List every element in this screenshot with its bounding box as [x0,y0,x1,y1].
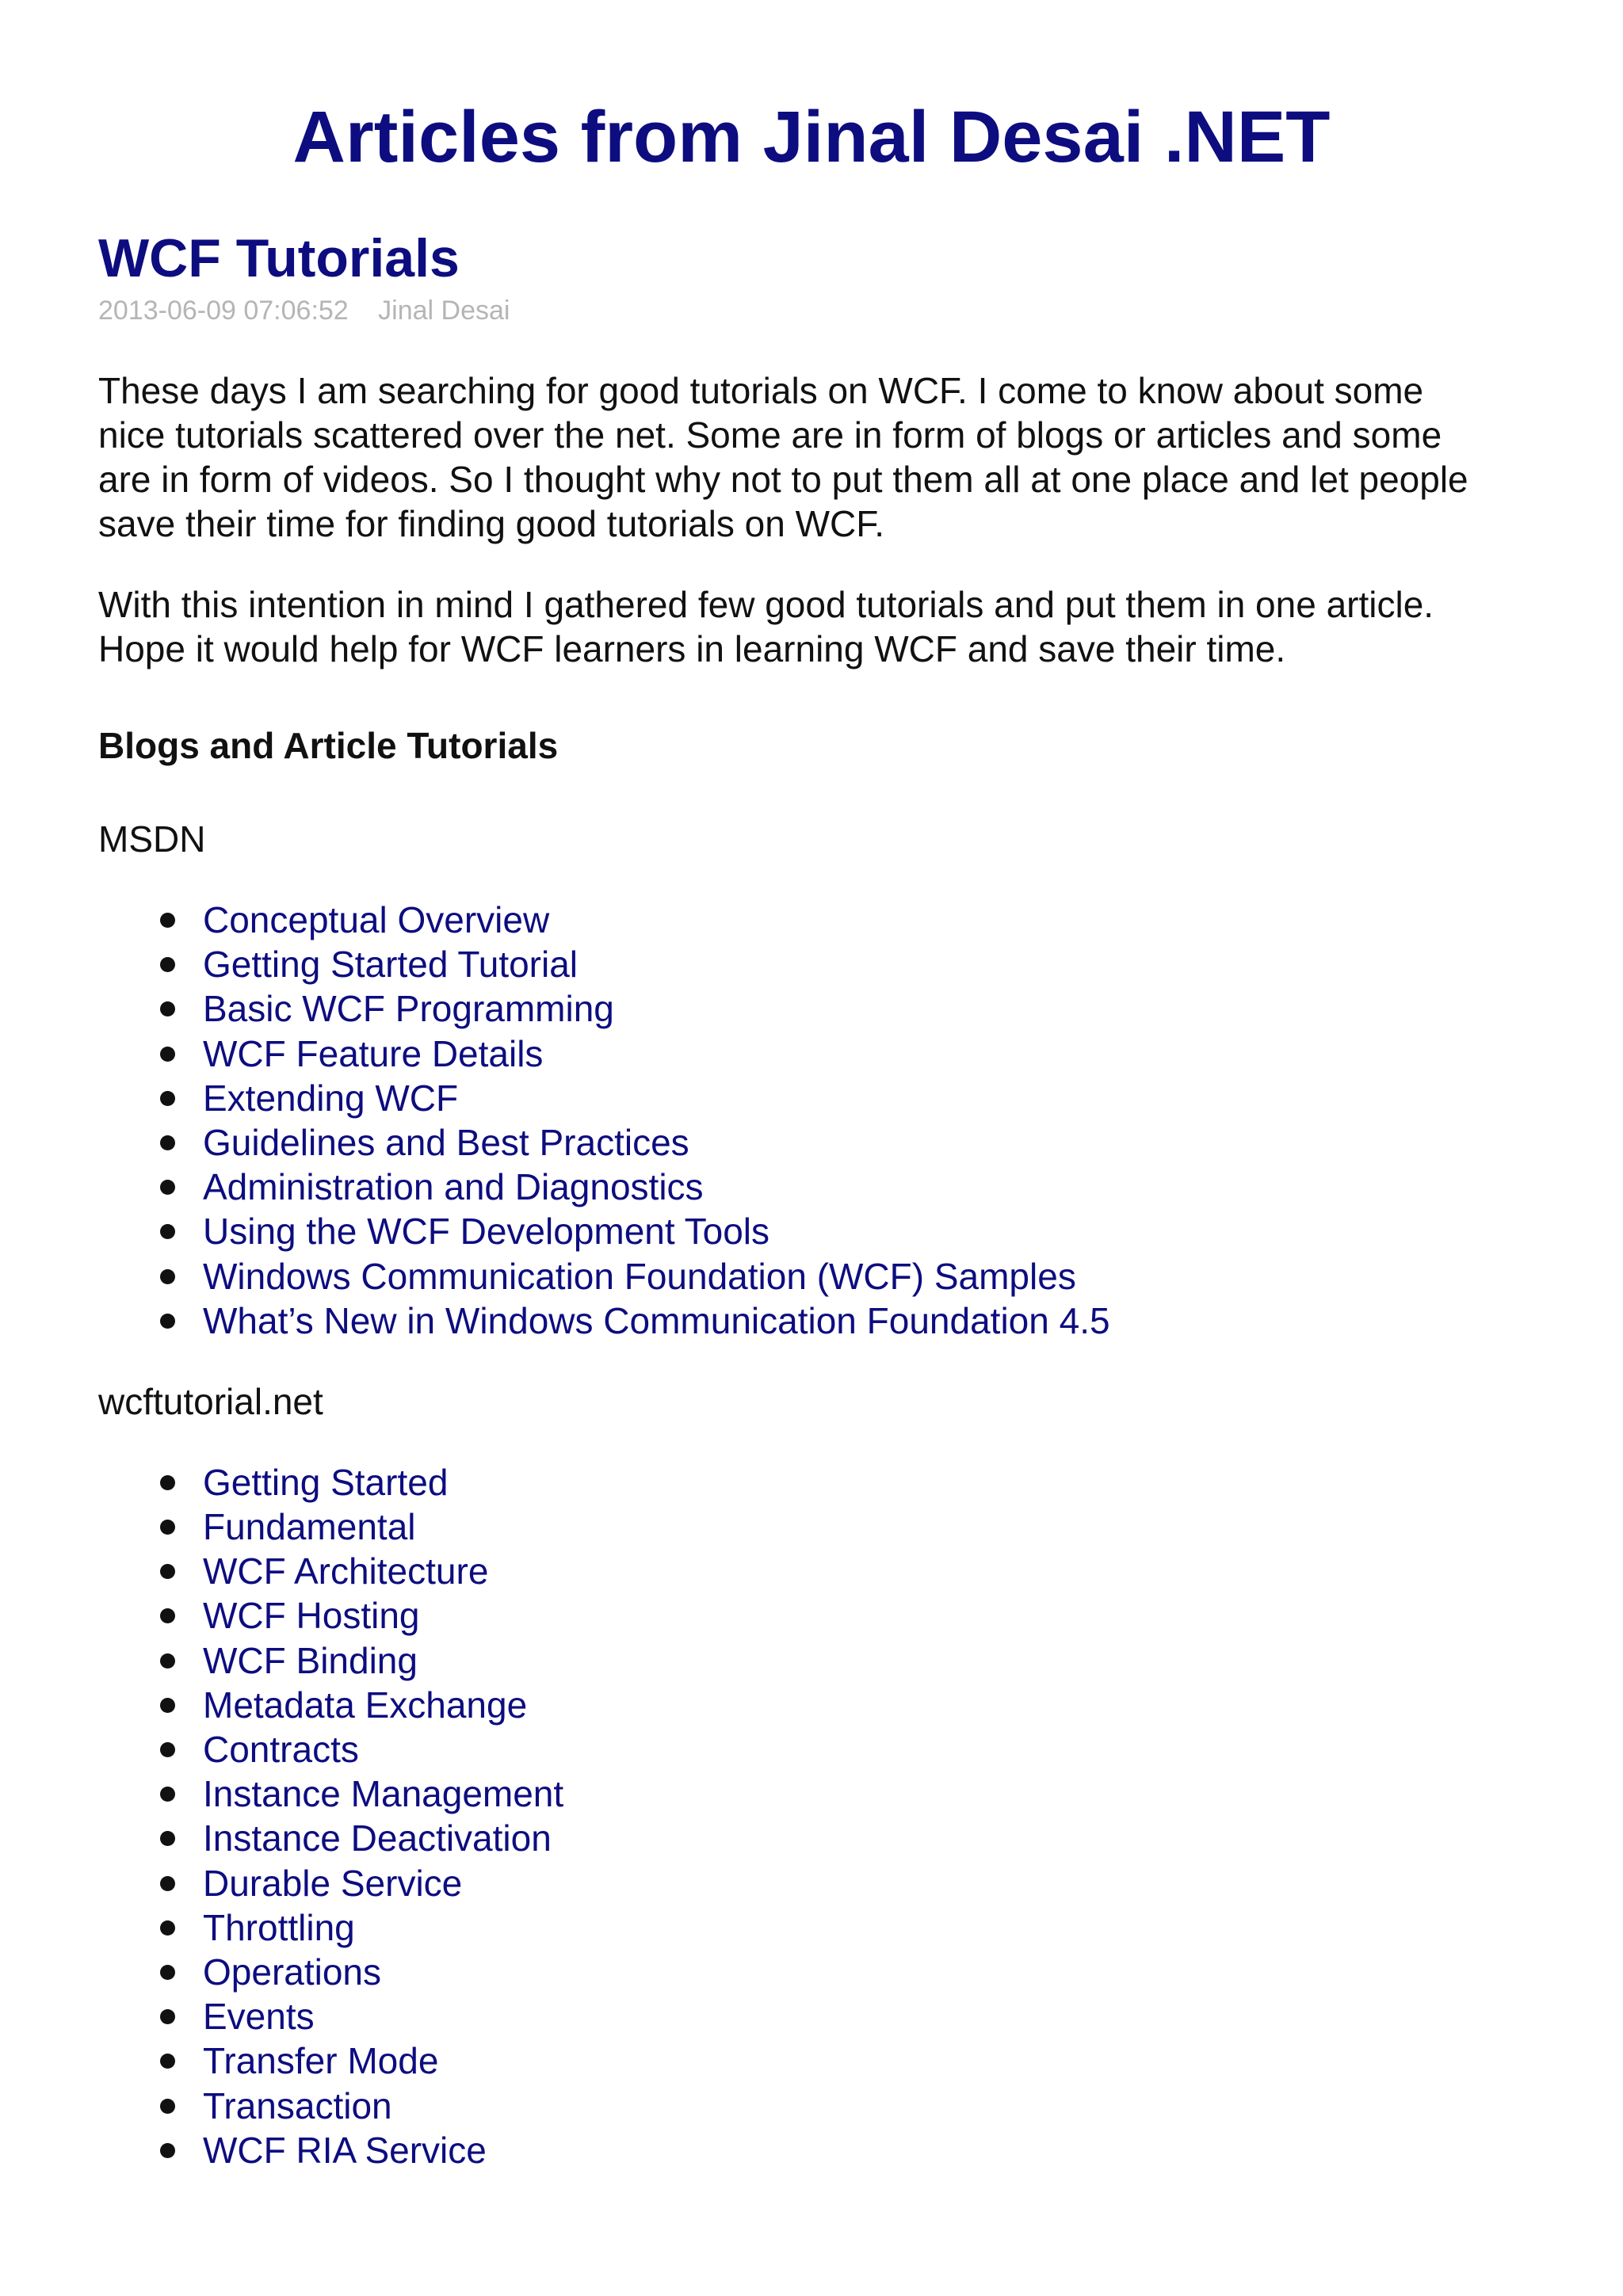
bullet-icon [160,1224,175,1239]
list-item [203,2128,1525,2172]
msdn-link-list [98,898,1525,1343]
bullet-icon [160,1831,175,1846]
tutorial-link[interactable]: WCF Binding [203,1639,418,1681]
bullet-icon [160,1180,175,1195]
tutorial-link[interactable]: Durable Service [203,1862,463,1904]
intention-line: Hope it would help for WCF learners in learning WCF and save their time. [98,628,1286,669]
tutorial-link[interactable]: Contracts [203,1729,359,1770]
wcftutorial-label: wcftutorial.net [98,1380,323,1422]
list-item [203,1861,1525,1905]
list-item [203,1032,1525,1076]
list-item [203,986,1525,1031]
list-item [203,1076,1525,1120]
list-item [203,1254,1525,1299]
bullet-icon [160,2009,175,2024]
list-item [203,1772,1525,1816]
article [98,224,1525,2172]
list-item [203,1209,1525,1253]
tutorial-link[interactable]: Windows Communication Foundation (WCF) Samples [203,1255,1076,1297]
list-item [203,1165,1525,1209]
list-item [203,1994,1525,2039]
intention-paragraph [98,582,1525,671]
list-item [203,2039,1525,2083]
site-title: Articles from Jinal Desai .NET [292,97,1331,177]
tutorial-link[interactable]: Throttling [203,1906,355,1948]
list-item [203,1549,1525,1593]
tutorial-link[interactable]: Extending WCF [203,1077,459,1119]
tutorial-link[interactable]: WCF RIA Service [203,2129,487,2171]
section-heading: Blogs and Article Tutorials [98,725,559,766]
tutorial-link[interactable]: WCF Feature Details [203,1032,544,1074]
article-title: WCF Tutorials [98,228,460,288]
bullet-icon [160,1520,175,1535]
list-item [203,1950,1525,1994]
tutorial-link[interactable]: WCF Architecture [203,1550,489,1592]
list-item [203,942,1525,986]
tutorial-link[interactable]: Events [203,1996,315,2038]
bullet-icon [160,1047,175,1062]
list-item [203,1120,1525,1165]
bullet-icon [160,1965,175,1980]
list-item [203,1683,1525,1727]
bullet-icon [160,1608,175,1623]
list-item [203,898,1525,942]
tutorial-link[interactable]: Getting Started [203,1461,449,1503]
tutorial-link[interactable]: Instance Management [203,1773,564,1815]
bullet-icon [160,1475,175,1490]
bullet-icon [160,1698,175,1713]
bullet-icon [160,913,175,928]
bullet-icon [160,1653,175,1669]
list-item [203,1460,1525,1505]
list-item [203,1727,1525,1772]
list-item [203,1905,1525,1950]
bullet-icon [160,1314,175,1329]
tutorial-link[interactable]: Metadata Exchange [203,1684,528,1726]
intro-line: save their time for finding good tutorials on WCF. [98,503,885,544]
tutorial-link[interactable]: Transfer Mode [203,2040,439,2082]
wcftutorial-link-list [98,1460,1525,2172]
bullet-icon [160,2143,175,2158]
tutorial-link[interactable]: Basic WCF Programming [203,988,614,1030]
intro-paragraph [98,368,1525,546]
msdn-label: MSDN [98,818,206,860]
intention-line: With this intention in mind I gathered few good tutorials and put them in one article. [98,584,1434,625]
intro-line: nice tutorials scattered over the net. Some are in form of blogs or articles and some [98,414,1442,456]
bullet-icon [160,1787,175,1802]
list-item [203,1505,1525,1549]
tutorial-link[interactable]: Transaction [203,2084,392,2126]
list-item [203,1816,1525,1860]
bullet-icon [160,1091,175,1106]
tutorial-link[interactable]: Instance Deactivation [203,1817,552,1859]
bullet-icon [160,1564,175,1579]
bullet-icon [160,1001,175,1016]
article-author: Jinal Desai [378,296,510,326]
bullet-icon [160,2054,175,2069]
list-item [203,2084,1525,2128]
bullet-icon [160,957,175,972]
tutorial-link[interactable]: Using the WCF Development Tools [203,1211,769,1253]
bullet-icon [160,2099,175,2114]
tutorial-link[interactable]: Fundamental [203,1506,416,1548]
tutorial-link[interactable]: Guidelines and Best Practices [203,1121,689,1163]
tutorial-link[interactable]: Conceptual Overview [203,899,550,940]
intro-line: These days I am searching for good tutorials on WCF. I come to know about some [98,370,1424,411]
tutorial-link[interactable]: WCF Hosting [203,1595,420,1637]
article-date: 2013-06-09 07:06:52 [98,296,349,326]
bullet-icon [160,1876,175,1891]
tutorial-link[interactable]: Administration and Diagnostics [203,1166,704,1208]
tutorial-link[interactable]: Getting Started Tutorial [203,944,579,986]
tutorial-link[interactable]: What’s New in Windows Communication Foundation 4.5 [203,1299,1110,1341]
bullet-icon [160,1742,175,1757]
bullet-icon [160,1269,175,1284]
intro-line: are in form of videos. So I thought why not to put them all at one place and let people [98,459,1468,500]
bullet-icon [160,1920,175,1936]
list-item [203,1638,1525,1683]
list-item [203,1299,1525,1343]
bullet-icon [160,1135,175,1150]
list-item [203,1593,1525,1638]
article-meta [98,292,1525,329]
tutorial-link[interactable]: Operations [203,1951,382,1993]
